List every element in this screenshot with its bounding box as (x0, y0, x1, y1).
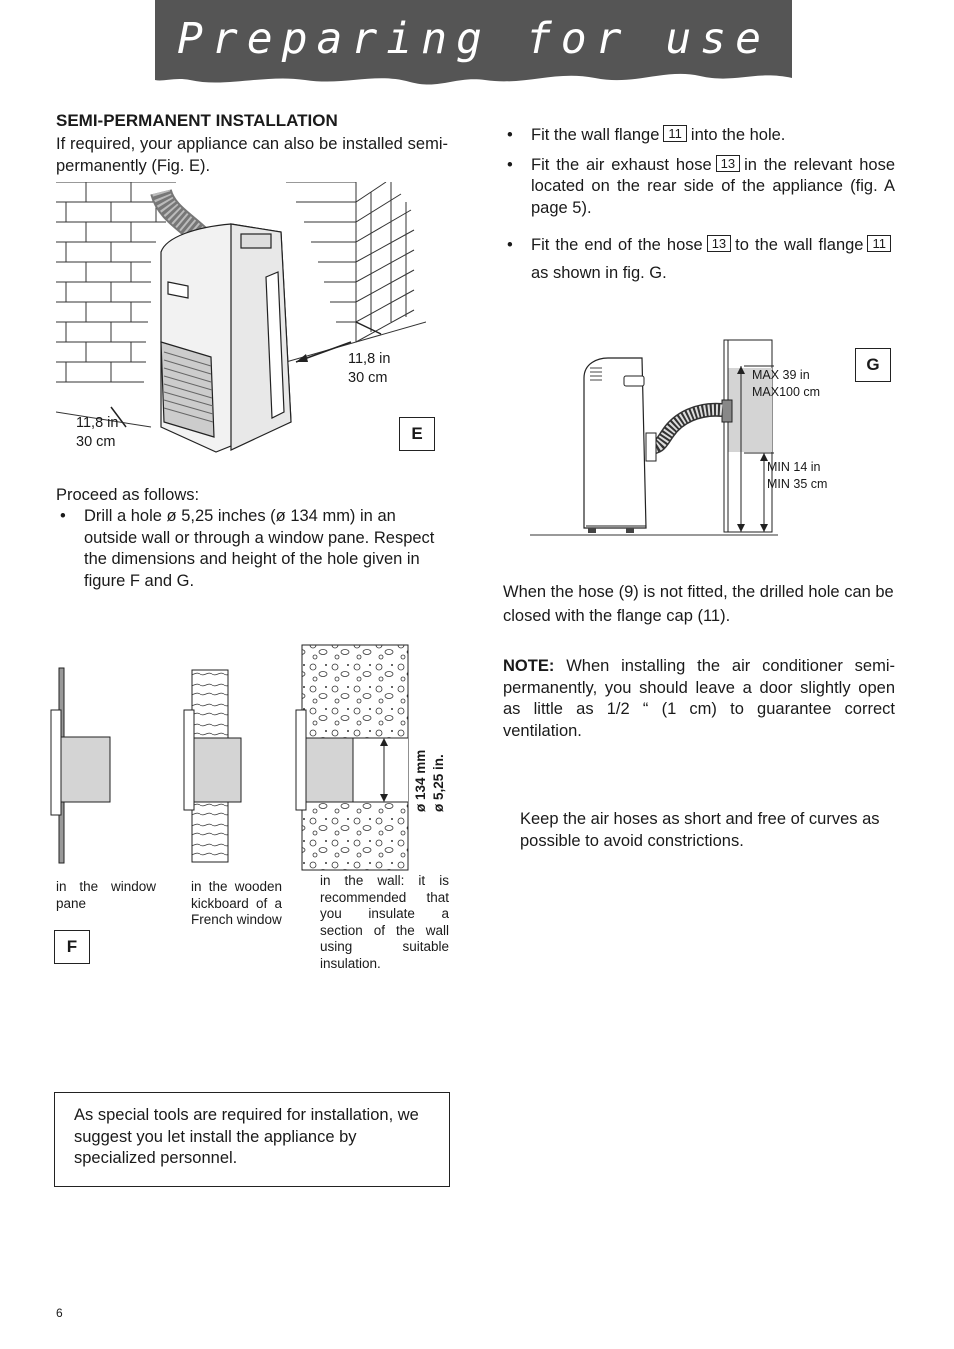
fig-f-label: F (54, 930, 90, 964)
proceed-bullet: • Drill a hole ø 5,25 inches (ø 134 mm) in an outside wall or through a window pane. Respect the dimensions and height of the hole given in figure F and G. (56, 506, 448, 592)
step-fit-hose (503, 155, 895, 220)
ref-13: 13 (707, 235, 731, 252)
fig-g-label: G (855, 348, 891, 382)
proceed-lead: Proceed as follows: (56, 486, 200, 504)
step-1-text-a: Fit the wall flange (531, 126, 660, 144)
ref-13: 13 (716, 155, 740, 172)
fig-e-label: E (399, 417, 435, 451)
step-2-text-b: in the relevant hose located on the rear side of the appliance (fig. A page 5). (531, 155, 895, 217)
figure-g-illustration (528, 338, 788, 540)
step-2-text-a: Fit the air exhaust hose (531, 155, 712, 174)
fig-f-caption-wall: in the wall: it is recommended that you insulate a section of the wall using suitable insulation. (320, 873, 449, 971)
fig-f-dim (412, 750, 448, 812)
proceed-list (56, 506, 448, 600)
fig-g-max-in: MAX 39 in (752, 368, 810, 382)
ref-11: 11 (663, 125, 687, 142)
fig-g-min-cm: MIN 35 cm (767, 477, 828, 491)
fig-e-dim-right (348, 350, 390, 388)
step-fit-flange (503, 125, 895, 147)
page-title: Preparing for use (176, 14, 771, 64)
step-1-text-b: into the hole. (690, 126, 786, 144)
step-3-text-c: as shown in fig. G. (531, 264, 667, 282)
hose-tip: Keep the air hoses as short and free of curves as possible to avoid constrictions. (520, 810, 880, 850)
fig-f-caption-window: in the window pane (56, 879, 156, 911)
figure-f-illustration (44, 640, 454, 875)
fig-f-dim-in: ø 5,25 in. (431, 754, 446, 812)
intro-text: If required, your appliance can also be installed semi-permanently (Fig. E). (56, 135, 448, 175)
fig-f-dim-mm: ø 134 mm (413, 749, 428, 812)
fig-e-dim-right-in: 11,8 in (348, 351, 391, 367)
fig-e-dim-left (76, 414, 118, 452)
fig-g-max-cm: MAX100 cm (752, 385, 821, 399)
step-3-text-a: Fit the end of the hose (531, 236, 703, 254)
hose-note: When the hose (9) is not fitted, the drilled hole can be closed with the flange cap (11). (503, 583, 894, 625)
fig-e-dim-right-cm: 30 cm (348, 370, 388, 386)
step-3-text-b: to the wall flange (735, 236, 864, 254)
installer-notice-text: As special tools are required for installation, we suggest you let install the appliance by specialized personnel. (74, 1106, 419, 1167)
fig-e-dim-left-in: 11,8 in (76, 415, 119, 431)
fig-f-caption-wood: in the wooden kickboard of a French window (191, 879, 282, 927)
fig-g-min (767, 459, 827, 493)
fig-g-min-in: MIN 14 in (767, 460, 821, 474)
note-paragraph (503, 656, 895, 742)
steps-list (503, 125, 895, 295)
ref-11: 11 (867, 235, 891, 252)
note-label: NOTE: (503, 657, 555, 675)
note-text: When installing the air conditioner semi-permanently, you should leave a door slightly open as little as 1/2 “ (1 cm) to guarantee correct ventilation. (503, 657, 895, 740)
section-heading: SEMI-PERMANENT INSTALLATION (56, 111, 338, 130)
page-number: 6 (56, 1306, 63, 1320)
fig-g-max (752, 367, 820, 401)
fig-e-dim-left-cm: 30 cm (76, 434, 116, 450)
installer-notice-box (54, 1092, 450, 1187)
step-fit-hose-end (503, 231, 895, 287)
